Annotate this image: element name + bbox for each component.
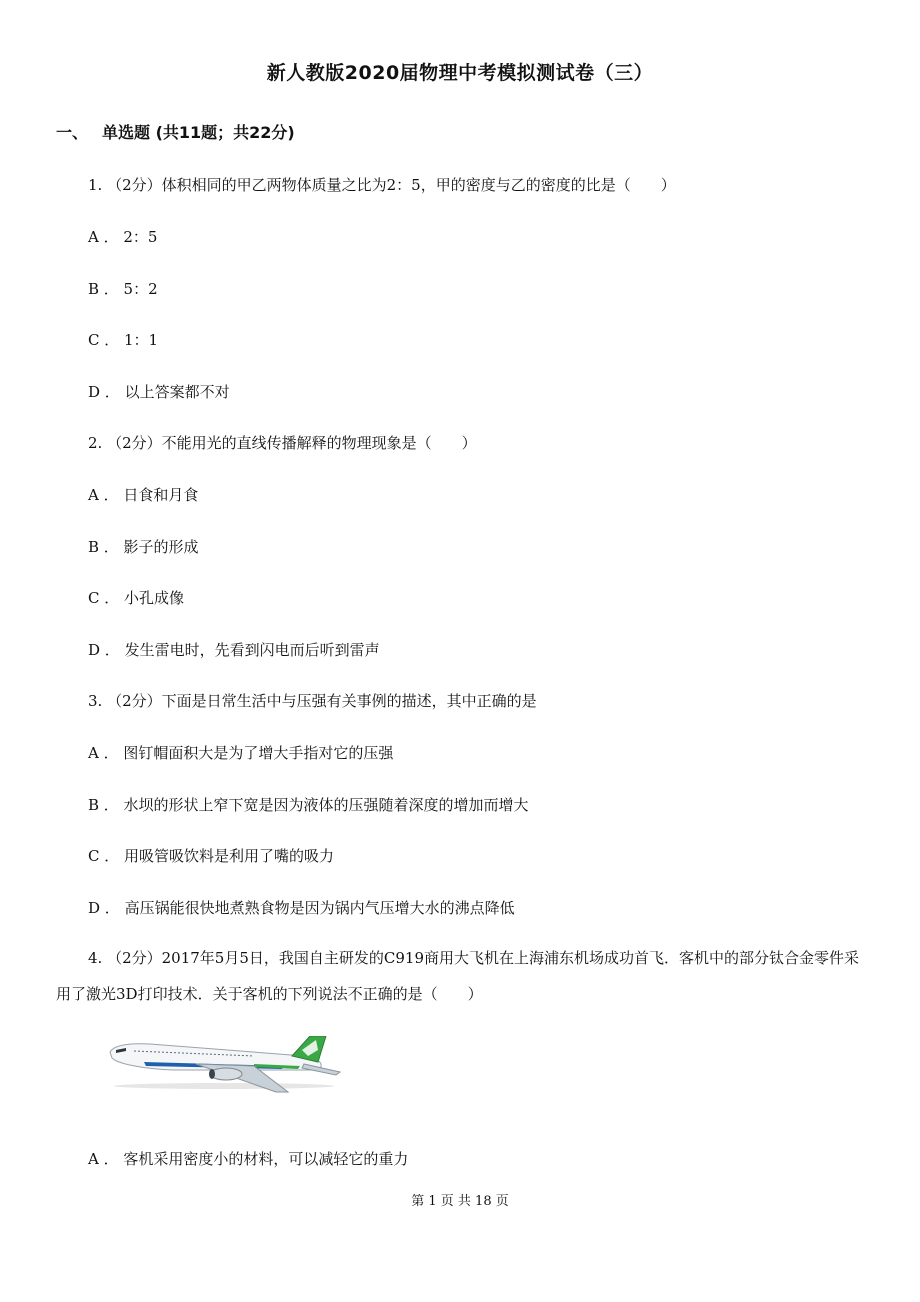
page-title: 新人教版2020届物理中考模拟测试卷（三） — [266, 62, 654, 84]
option-b: B ． 影子的形成 — [88, 538, 199, 556]
option-b: B ． 水坝的形状上窄下宽是因为液体的压强随着深度的增加而增大 — [88, 796, 529, 814]
page-footer: 第 1 页 共 18 页 — [411, 1194, 509, 1209]
question-stem: 4. （2分）2017年5月5日，我国自主研发的C919商用大飞机在上海浦东机场成功首飞．客机中的部分钛合金零件采用了激光3D打印技术．关于客机的下列说法不正确的是（ ） — [56, 949, 859, 1003]
section-number: 一、 — [56, 123, 89, 142]
question-stem: 2. （2分）不能用光的直线传播解释的物理现象是（ ） — [88, 434, 477, 452]
option-a: A ． 客机采用密度小的材料，可以减轻它的重力 — [88, 1150, 409, 1168]
option-b: B ． 5：2 — [88, 280, 158, 298]
c919-airplane-illustration — [104, 1036, 344, 1096]
option-c: C ． 1：1 — [88, 331, 159, 349]
option-c: C ． 小孔成像 — [88, 589, 185, 607]
section-heading — [56, 120, 295, 143]
section-title: 单选题 (共11题；共22分) — [102, 123, 295, 142]
option-d: D ． 高压锅能很快地煮熟食物是因为锅内气压增大水的沸点降低 — [88, 899, 515, 917]
option-a: A ． 2：5 — [88, 228, 158, 246]
option-a: A ． 图钉帽面积大是为了增大手指对它的压强 — [88, 744, 394, 762]
question-stem: 1. （2分）体积相同的甲乙两物体质量之比为2：5，甲的密度与乙的密度的比是（ ） — [88, 176, 676, 194]
option-a: A ． 日食和月食 — [88, 486, 199, 504]
option-c: C ． 用吸管吸饮料是利用了嘴的吸力 — [88, 847, 335, 865]
airplane-image — [104, 1036, 344, 1096]
option-d: D ． 以上答案都不对 — [88, 383, 230, 401]
option-d: D ． 发生雷电时，先看到闪电而后听到雷声 — [88, 641, 380, 659]
question-stem: 3. （2分）下面是日常生活中与压强有关事例的描述，其中正确的是 — [88, 692, 537, 710]
